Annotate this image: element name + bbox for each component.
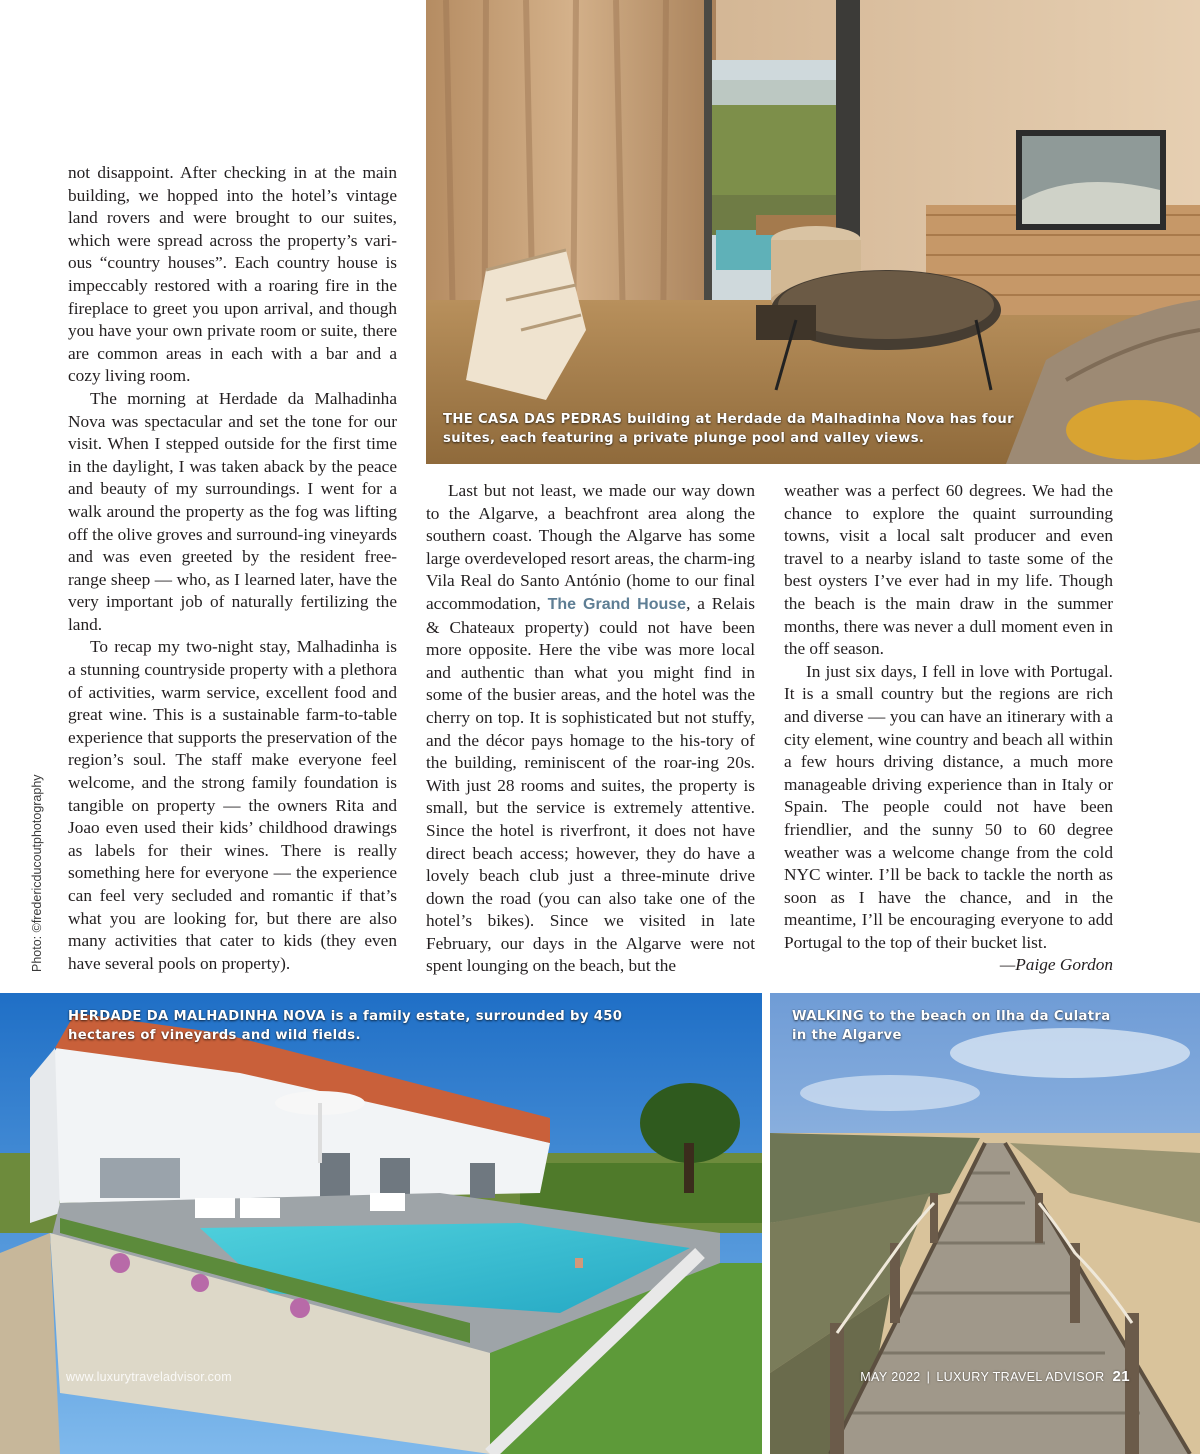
paragraph: [426, 480, 755, 978]
article-column-2: [426, 480, 755, 978]
footer-separator: |: [926, 1370, 931, 1384]
paragraph: In just six days, I fell in love with Portugal. It is a small country but the regions are rich and diverse — you can have an itinerary with a city element, wine country and beach all within a few hours driving distance, a much more manageable driving experience than in Italy or Spain. The people could not have been friendlier, and the sunny 50 to 60 degree weather was a welcome change from the cold NYC winter. I’ll be back to tackle the north as soon as I have the chance, and in the meantime, I’ll be encouraging everyone to add Portugal to the top of their bucket list.: [784, 661, 1113, 952]
footer-magazine: LUXURY TRAVEL ADVISOR: [936, 1370, 1105, 1384]
page-number: 21: [1112, 1368, 1130, 1385]
article-column-3: [784, 480, 1113, 977]
footer-issue: MAY 2022: [860, 1370, 921, 1384]
footer-folio: [860, 1368, 1130, 1385]
paragraph: not disappoint. After checking in at the main building, we hopped into the hotel’s vintage land rovers and were brought to our suites, which were spread across the property’s vari-ous “country houses”. Each country house is impeccably restored with a roaring fire in the fireplace to greet you upon arrival, and though you have your own private room or suite, there are common areas in each with a bar and a cozy living room.: [68, 163, 397, 386]
photo-herdade-estate-pool: [0, 993, 762, 1454]
footer-website[interactable]: www.luxurytraveladvisor.com: [66, 1370, 232, 1384]
caption-herdade-estate: HERDADE DA MALHADINHA NOVA is a family estate, surrounded by 450 hectares of vineyards and wild fields.: [68, 1009, 623, 1043]
photo-credit: Photo: ©fredericducoutphotography: [30, 774, 44, 972]
paragraph-text: , a Relais & Chateaux property) could not have been more opposite. Here the vibe was more local and authentic than what you might find in some of the busier areas, and the hotel was the cherry on top. It is sophisticated but not stuffy, and the décor pays homage to the his-tory of the building, reminiscent of the roar-ing 20s. With just 28 rooms and suites, the property is small, but the service is extremely attentive. Since the hotel is riverfront, it does not have direct beach access; however, they do have a lovely beach club just a three-minute drive down the road (you can also take one of the hotel’s bikes). Since we visited in late February, our days in the Algarve were not spent lounging on the beach, but the: [426, 593, 756, 976]
article-column-1: [68, 162, 397, 975]
caption-casa-das-pedras: THE CASA DAS PEDRAS building at Herdade da Malhadinha Nova has four suites, each featuring a private plunge pool and valley views.: [443, 412, 1015, 446]
hotel-link-the-grand-house[interactable]: The Grand House: [547, 595, 687, 613]
paragraph: weather was a perfect 60 degrees. We had the chance to explore the quaint surrounding towns, visit a local salt producer and even travel to a nearby island to taste some of the best oysters I’ve ever had in my life. Though the beach is the main draw in the summer months, there was never a dull moment even in the off season.: [784, 481, 1113, 659]
caption-ilha-da-culatra: WALKING to the beach on Ilha da Culatra in the Algarve: [792, 1009, 1111, 1043]
paragraph-text: Last but not least, we made our way down to the Algarve, a beachfront area along the southern coast. Though the Algarve has some large overdeveloped resort areas, the charm-ing Vila Real do Santo António (home to our final accommodation,: [426, 481, 755, 613]
photo-casa-das-pedras-suite: [426, 0, 1200, 464]
paragraph: The morning at Herdade da Malhadinha Nova was spectacular and set the tone for our visit. When I stepped outside for the first time in the daylight, I was taken aback by the peace and beauty of my surroundings. I went for a walk around the property as the fog was lifting off the olive groves and surround-ing vineyards and was even greeted by the resident free-range sheep — who, as I learned later, have the very important job of naturally fertilizing the land.: [68, 388, 397, 634]
paragraph: To recap my two-night stay, Malhadinha is a stunning countryside property with a plethora of activities, warm service, excellent food and great wine. This is a sustainable farm-to-table experience that supports the preservation of the region’s soul. The staff make everyone feel welcome, and the strong family foundation is tangible on property — the owners Rita and Joao even used their kids’ childhood drawings as labels for their wines. There is really something here for everyone — the experience can feel very secluded and romantic if that’s what you are looking for, but there are also many activities that cater to kids (they even have several pools on property).: [68, 637, 397, 973]
author-signature: —Paige Gordon: [999, 955, 1113, 975]
